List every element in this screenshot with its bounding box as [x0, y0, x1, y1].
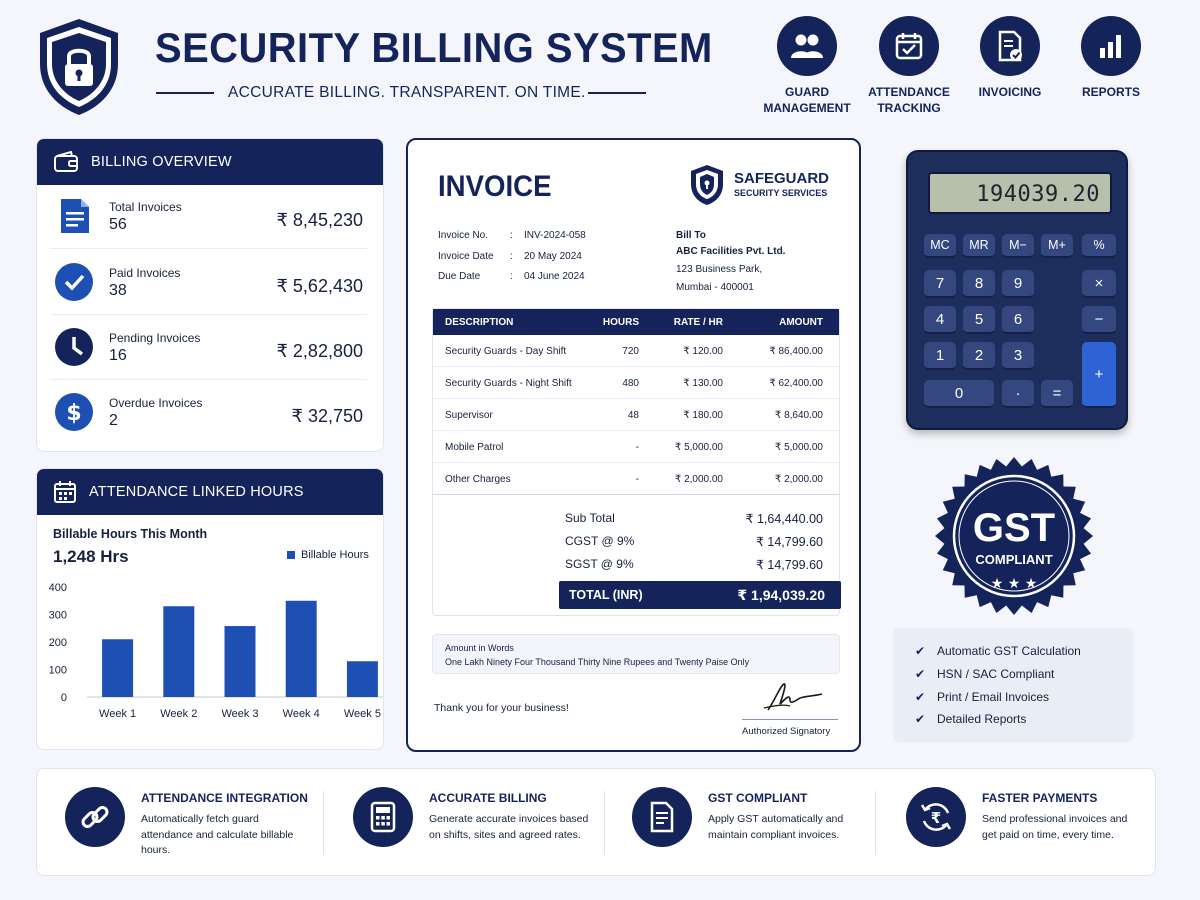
shield-lock-icon — [36, 16, 122, 118]
column-header: DESCRIPTION — [445, 317, 514, 328]
feature-title: FASTER PAYMENTS — [982, 791, 1098, 805]
calc-key[interactable]: 7 — [924, 270, 956, 298]
calc-key[interactable]: M− — [1002, 234, 1034, 258]
legend-swatch — [287, 551, 295, 559]
summary-label: CGST @ 9% — [565, 534, 635, 548]
feature-label: Automatic GST Calculation — [937, 644, 1081, 658]
cell-rate: ₹ 130.00 — [683, 378, 723, 389]
x-tick-label: Week 1 — [99, 708, 137, 720]
signature-line — [742, 719, 838, 720]
calc-key[interactable]: × — [1082, 270, 1116, 298]
overview-row-overdue[interactable] — [51, 381, 367, 445]
invoice-meta-key: Invoice No. — [438, 230, 489, 241]
table-row[interactable] — [433, 367, 839, 399]
calc-key[interactable]: M+ — [1041, 234, 1073, 258]
gst-compliant-badge — [934, 456, 1094, 616]
calc-key[interactable]: 0 — [924, 380, 994, 408]
invoice-title: INVOICE — [438, 170, 552, 203]
tagline-rule-left — [156, 92, 214, 94]
calc-key[interactable]: % — [1082, 234, 1116, 258]
cell-hours: 48 — [627, 410, 639, 421]
document-icon — [632, 787, 692, 847]
column-header: RATE / HR — [673, 317, 723, 328]
x-tick-label: Week 5 — [343, 708, 381, 720]
invoice-document — [406, 138, 861, 752]
invoice-icon — [980, 16, 1040, 76]
cell-hours: - — [635, 442, 639, 453]
cell-hours: 720 — [622, 346, 639, 357]
app-title: SECURITY BILLING SYSTEM — [155, 24, 713, 71]
cell-description: Security Guards - Night Shift — [445, 378, 572, 389]
overview-amount: ₹ 32,750 — [291, 406, 363, 426]
overview-row-total[interactable] — [51, 185, 367, 249]
y-tick-label: 100 — [48, 664, 67, 677]
feature-gst-compliant[interactable] — [632, 769, 892, 877]
meta-colon: : — [510, 271, 513, 282]
overview-count: 38 — [109, 282, 127, 299]
feature-attendance-integration[interactable] — [65, 769, 325, 877]
feature-item — [915, 690, 1049, 704]
bill-to-address: 123 Business Park, — [676, 264, 763, 275]
signatory-label: Authorized Signatory — [742, 726, 831, 737]
app-tagline: ACCURATE BILLING. TRANSPARENT. ON TIME. — [228, 84, 586, 101]
feature-band — [36, 768, 1156, 876]
nav-label: ATTENDANCE — [868, 85, 950, 99]
cell-hours: - — [635, 474, 639, 485]
nav-label: MANAGEMENT — [763, 101, 851, 115]
stars-icon: ★ ★ ★ — [990, 576, 1038, 592]
brand-name: SAFEGUARD — [734, 170, 830, 187]
attendance-value: 1,248 Hrs — [53, 547, 129, 566]
calc-key[interactable]: 4 — [924, 306, 956, 334]
bill-to-city: Mumbai - 400001 — [676, 282, 754, 293]
calc-key[interactable]: 3 — [1002, 342, 1034, 370]
calculator-display: 194039.20 — [928, 172, 1112, 214]
svg-text:₹: ₹ — [930, 809, 942, 827]
amount-in-words — [432, 634, 840, 674]
summary-label: SGST @ 9% — [565, 557, 634, 571]
cell-rate: ₹ 120.00 — [683, 346, 723, 357]
overview-label: Overdue Invoices — [109, 396, 203, 410]
cell-amount: ₹ 62,400.00 — [769, 378, 823, 389]
nav-label: TRACKING — [877, 101, 941, 115]
dollar-icon — [55, 393, 93, 431]
amount-words-value: One Lakh Ninety Four Thousand Thirty Nine Rupees and Twenty Paise Only — [445, 657, 750, 667]
y-tick-label: 0 — [60, 692, 67, 704]
invoice-date: 20 May 2024 — [524, 251, 582, 262]
overview-label: Paid Invoices — [109, 266, 181, 280]
signature-icon — [760, 680, 826, 718]
check-icon: ✔ — [915, 690, 926, 704]
overview-amount: ₹ 5,62,430 — [276, 276, 363, 296]
x-tick-label: Week 3 — [221, 708, 259, 720]
feature-title: ACCURATE BILLING — [429, 791, 547, 805]
calc-key[interactable]: = — [1041, 380, 1073, 408]
chart-legend — [287, 549, 369, 561]
feature-label: Detailed Reports — [937, 712, 1027, 726]
card-title: BILLING OVERVIEW — [91, 154, 232, 170]
cell-description: Security Guards - Day Shift — [445, 346, 567, 357]
cell-rate: ₹ 2,000.00 — [674, 474, 723, 485]
cell-amount: ₹ 2,000.00 — [774, 474, 823, 485]
calc-key[interactable]: 9 — [1002, 270, 1034, 298]
attendance-hours-card — [36, 468, 384, 750]
feature-description: Automatically fetch guard attendance and calculate billable hours. — [141, 813, 294, 856]
feature-item — [915, 712, 1026, 726]
x-tick-label: Week 2 — [160, 708, 198, 720]
nav-label: REPORTS — [1081, 85, 1140, 99]
feature-checklist — [893, 628, 1133, 742]
meta-colon: : — [510, 251, 513, 262]
nav-invoicing[interactable] — [960, 16, 1060, 100]
feature-title: ATTENDANCE INTEGRATION — [141, 791, 308, 805]
calendar-check-icon — [879, 16, 939, 76]
calc-key[interactable]: MR — [963, 234, 995, 258]
badge-title: GST — [972, 506, 1056, 550]
nav-label: GUARD — [785, 85, 829, 99]
overview-amount: ₹ 8,45,230 — [276, 210, 363, 230]
nav-attendance-tracking[interactable] — [859, 16, 959, 116]
overview-count: 16 — [109, 347, 127, 364]
tagline-rule-right — [588, 92, 646, 94]
invoice-number: INV-2024-058 — [524, 230, 586, 241]
bar-week-1 — [102, 639, 133, 697]
feature-description: Apply GST automatically and maintain compliant invoices. — [708, 813, 844, 841]
divider — [875, 791, 876, 855]
overview-label: Total Invoices — [109, 200, 182, 214]
invoice-meta-key: Due Date — [438, 271, 481, 282]
bar-week-4 — [286, 601, 317, 697]
check-circle-icon — [55, 263, 93, 301]
nav-reports[interactable] — [1061, 16, 1161, 100]
link-icon — [65, 787, 125, 847]
y-tick-label: 200 — [48, 637, 67, 649]
document-icon — [55, 197, 93, 235]
cell-hours: 480 — [622, 378, 639, 389]
overview-amount: ₹ 2,82,800 — [276, 341, 363, 361]
overview-count: 56 — [109, 216, 127, 233]
svg-text:$: $ — [66, 401, 82, 426]
divider — [604, 791, 605, 855]
cell-rate: ₹ 180.00 — [683, 410, 723, 421]
calculator — [906, 150, 1128, 430]
overview-count: 2 — [109, 412, 118, 429]
calendar-icon — [53, 480, 77, 504]
clock-icon — [55, 328, 93, 366]
badge-subtitle: COMPLIANT — [975, 552, 1053, 567]
feature-faster-payments[interactable] — [906, 769, 1146, 877]
summary-value: ₹ 14,799.60 — [755, 558, 823, 572]
calc-key[interactable]: + — [1082, 342, 1116, 408]
bill-to-company: ABC Facilities Pvt. Ltd. — [676, 246, 786, 257]
wallet-icon — [53, 151, 79, 173]
summary-value: ₹ 14,799.60 — [755, 535, 823, 549]
calculator-icon — [353, 787, 413, 847]
feature-description: Generate accurate invoices based on shifts, sites and agreed rates. — [429, 813, 589, 841]
nav-guard-management[interactable] — [757, 16, 857, 116]
feature-title: GST COMPLIANT — [708, 791, 808, 805]
meta-colon: : — [510, 230, 513, 241]
column-header: AMOUNT — [779, 317, 823, 328]
cell-description: Mobile Patrol — [445, 442, 504, 453]
safeguard-shield-icon — [690, 164, 724, 206]
x-tick-label: Week 4 — [282, 708, 320, 720]
cell-description: Other Charges — [445, 474, 511, 485]
bar-week-5 — [347, 661, 378, 697]
total-value: ₹ 1,94,039.20 — [737, 587, 825, 603]
table-header — [433, 309, 839, 335]
cell-amount: ₹ 5,000.00 — [774, 442, 823, 453]
bar-chart-icon — [1081, 16, 1141, 76]
invoice-total-bar — [559, 581, 841, 609]
check-icon: ✔ — [915, 667, 926, 681]
users-icon — [777, 16, 837, 76]
total-label: TOTAL (INR) — [569, 588, 643, 602]
calc-key[interactable]: 5 — [963, 306, 995, 334]
y-tick-label: 400 — [48, 582, 67, 594]
table-row[interactable] — [433, 399, 839, 431]
check-icon: ✔ — [915, 712, 926, 726]
overview-label: Pending Invoices — [109, 331, 201, 345]
feature-label: Print / Email Invoices — [937, 690, 1050, 704]
invoice-line-items — [432, 308, 840, 616]
calc-key[interactable]: 1 — [924, 342, 956, 370]
calc-key[interactable]: − — [1082, 306, 1116, 334]
divider — [323, 791, 324, 855]
overview-row-paid[interactable] — [51, 251, 367, 315]
calc-key[interactable]: 6 — [1002, 306, 1034, 334]
feature-label: HSN / SAC Compliant — [937, 667, 1055, 681]
legend-label: Billable Hours — [301, 549, 369, 561]
calc-key[interactable]: MC — [924, 234, 956, 258]
card-title: ATTENDANCE LINKED HOURS — [89, 484, 304, 500]
billable-hours-chart — [47, 577, 384, 727]
billing-overview-header — [37, 139, 383, 185]
table-row[interactable] — [433, 463, 839, 495]
calc-key[interactable]: 8 — [963, 270, 995, 298]
brand-subtitle: SECURITY SERVICES — [734, 188, 828, 198]
thank-you-note: Thank you for your business! — [434, 702, 569, 714]
invoice-meta-key: Invoice Date — [438, 251, 494, 262]
billing-overview-card — [36, 138, 384, 452]
attendance-hours-header — [37, 469, 383, 515]
feature-accurate-billing[interactable] — [353, 769, 613, 877]
column-header: HOURS — [602, 317, 639, 328]
calc-key[interactable]: 2 — [963, 342, 995, 370]
amount-words-label: Amount in Words — [445, 643, 514, 653]
summary-value: ₹ 1,64,440.00 — [745, 512, 823, 526]
feature-item — [915, 644, 1081, 658]
overview-row-pending[interactable] — [51, 316, 367, 380]
table-row[interactable] — [433, 335, 839, 367]
check-icon: ✔ — [915, 644, 926, 658]
calc-key[interactable]: · — [1002, 380, 1034, 408]
cell-amount: ₹ 86,400.00 — [769, 346, 823, 357]
feature-description: Send professional invoices and get paid on time, every time. — [982, 813, 1128, 841]
table-row[interactable] — [433, 431, 839, 463]
feature-item — [915, 667, 1054, 681]
attendance-subtitle: Billable Hours This Month — [53, 527, 208, 541]
cell-amount: ₹ 8,640.00 — [774, 410, 823, 421]
nav-label: INVOICING — [978, 85, 1042, 99]
bar-week-3 — [225, 626, 256, 697]
summary-label: Sub Total — [565, 511, 615, 525]
bar-week-2 — [163, 606, 194, 697]
rupee-refresh-icon — [906, 787, 966, 847]
cell-rate: ₹ 5,000.00 — [674, 442, 723, 453]
y-tick-label: 300 — [48, 609, 67, 622]
due-date: 04 June 2024 — [524, 271, 585, 282]
cell-description: Supervisor — [445, 410, 493, 421]
bill-to-label: Bill To — [676, 230, 706, 241]
